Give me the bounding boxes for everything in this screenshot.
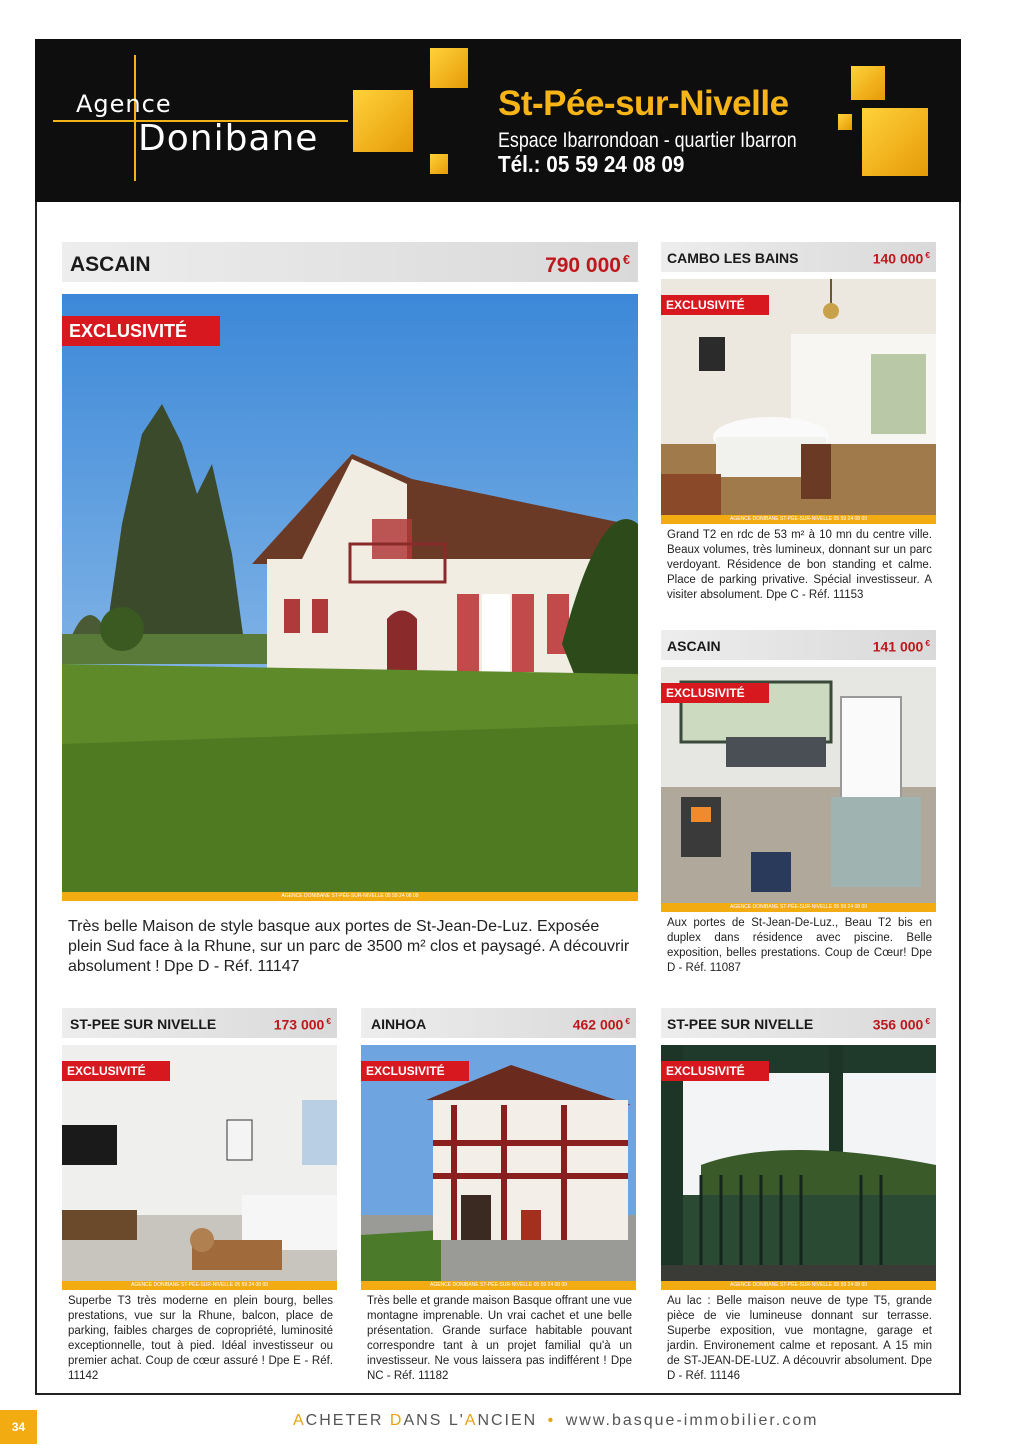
photo-credit: AGENCE DONIBANE ST-PÉE-SUR-NIVELLE 05 59 24 08 09: [361, 1281, 636, 1290]
photo-credit: AGENCE DONIBANE ST-PÉE-SUR-NIVELLE 05 59 24 08 09: [661, 1281, 936, 1290]
listing-description: Très belle Maison de style basque aux portes de St-Jean-De-Luz. Exposée plein Sud face à la Rhune, sur un parc de 3500 m² clos et paysagé. A découvrir absolument ! Dpe D - Réf. 11147: [68, 918, 630, 975]
listing-description: Aux portes de St-Jean-De-Luz., Beau T2 bis en duplex dans résidence avec piscine. Belle exposition, belles prestations. Coup de Cœur! Dpe D - Réf. 11087: [667, 917, 932, 974]
logo-line: [134, 55, 136, 181]
listing-location: AINHOA: [371, 1016, 427, 1032]
listing-location: ST-PEE SUR NIVELLE: [70, 1016, 217, 1032]
listing-card[interactable]: [661, 1008, 936, 1388]
listing-price: 790 000 €: [545, 253, 630, 277]
listing-location: ASCAIN: [70, 253, 151, 276]
listing-photo[interactable]: [62, 294, 638, 901]
agency-phone[interactable]: Tél.: 05 59 24 08 09: [498, 151, 685, 177]
tagline-part: A: [464, 1412, 478, 1429]
listing-price: 141 000 €: [872, 638, 930, 655]
listing-description: Superbe T3 très moderne en plein bourg, belles prestations, vue sur la Rhune, balcon, place de parking, faibles charges de copropriété, luminosité exceptionnelle, tout à pied. Idéal investisseur ou premier achat. Coup de cœur assuré ! Dpe E - Réf. 11142: [68, 1295, 333, 1382]
decor-square: [430, 154, 448, 174]
agency-town: St-Pée-sur-Nivelle: [498, 84, 789, 123]
tagline-part: A: [293, 1412, 306, 1429]
listing-photo[interactable]: [661, 279, 936, 524]
basque-house-photo-icon: [361, 1045, 636, 1290]
decor-square: [430, 48, 468, 88]
tagline-part: D: [389, 1412, 404, 1429]
listing-price: 356 000 €: [872, 1016, 930, 1033]
listing-location: ST-PEE SUR NIVELLE: [667, 1016, 814, 1032]
listing-photo[interactable]: [361, 1045, 636, 1290]
apartment-photo-icon: [62, 1045, 337, 1290]
listing-price: 173 000 €: [273, 1016, 331, 1033]
photo-credit: AGENCE DONIBANE ST-PÉE-SUR-NIVELLE 05 59 24 08 09: [661, 515, 936, 524]
decor-square: [838, 114, 852, 130]
separator-dot-icon: •: [547, 1412, 556, 1429]
listing-photo[interactable]: [62, 1045, 337, 1290]
exclusivity-badge: EXCLUSIVITÉ: [361, 1061, 469, 1081]
listing-photo[interactable]: [661, 1045, 936, 1290]
listing-location: ASCAIN: [667, 638, 721, 654]
listing-card[interactable]: [361, 1008, 636, 1388]
listing-photo[interactable]: [661, 667, 936, 912]
exclusivity-badge: EXCLUSIVITÉ: [661, 683, 769, 703]
photo-credit: AGENCE DONIBANE ST-PÉE-SUR-NIVELLE 05 59 24 08 09: [62, 1281, 337, 1290]
photo-credit: AGENCE DONIBANE ST-PÉE-SUR-NIVELLE 05 59 24 08 09: [661, 903, 936, 912]
exclusivity-badge: EXCLUSIVITÉ: [661, 295, 769, 315]
listing-price: 462 000 €: [572, 1016, 630, 1033]
decor-square: [862, 108, 928, 176]
listing-description: Au lac : Belle maison neuve de type T5, grande pièce de vie lumineuse donnant sur terrasse. Superbe exposition, vue montagne, garage et jardin. Environement calme et reposant. A 15 min de ST-JEAN-DE-LUZ. A découvrir absolument. Dpe D - Réf. 11146: [667, 1295, 932, 1382]
listing-card[interactable]: [62, 242, 638, 982]
listing-description: Grand T2 en rdc de 53 m² à 10 mn du centre ville. Beaux volumes, très lumineux, donnant sur un parc verdoyant. Résidence de bon standing et calme. Place de parking privative. Spécial investisseur. A visiter absolument. Dpe C - Réf. 11153: [667, 529, 932, 601]
kitchen-photo-icon: [661, 667, 936, 912]
footer-tagline: [293, 1412, 818, 1430]
decor-square: [353, 90, 413, 152]
listing-card[interactable]: [62, 1008, 337, 1388]
listing-card[interactable]: [661, 630, 936, 974]
decor-square: [851, 66, 885, 100]
listing-price: 140 000 €: [872, 250, 930, 267]
agency-name-line1: Agence: [76, 90, 172, 118]
tagline-part: CHETER: [305, 1412, 390, 1429]
photo-credit: AGENCE DONIBANE ST-PÉE-SUR-NIVELLE 05 59 24 08 09: [62, 892, 638, 901]
listing-description: Très belle et grande maison Basque offrant une vue montagne imprenable. Un vrai cachet et une belle présentation. Grande surface habitable pouvant correspondre tant à un projet familial qu'à un investisseur. Ne vous laissera pas indifférent ! Dpe NC - Réf. 11182: [367, 1295, 632, 1382]
house-photo-icon: [62, 294, 638, 901]
page-number: 34: [0, 1410, 37, 1444]
agency-address: Espace Ibarrondoan - quartier Ibarron: [498, 129, 797, 152]
tagline-part: ANS L': [403, 1412, 465, 1429]
listing-location: CAMBO LES BAINS: [667, 250, 799, 266]
exclusivity-badge: EXCLUSIVITÉ: [62, 316, 220, 346]
agency-name-line2: Donibane: [138, 118, 319, 159]
listing-card[interactable]: [661, 242, 936, 612]
living-room-photo-icon: [661, 279, 936, 524]
website-link[interactable]: www.basque-immobilier.com: [565, 1412, 819, 1429]
exclusivity-badge: EXCLUSIVITÉ: [62, 1061, 170, 1081]
exclusivity-badge: EXCLUSIVITÉ: [661, 1061, 769, 1081]
tagline-part: NCIEN: [477, 1412, 538, 1429]
terrace-photo-icon: [661, 1045, 936, 1290]
